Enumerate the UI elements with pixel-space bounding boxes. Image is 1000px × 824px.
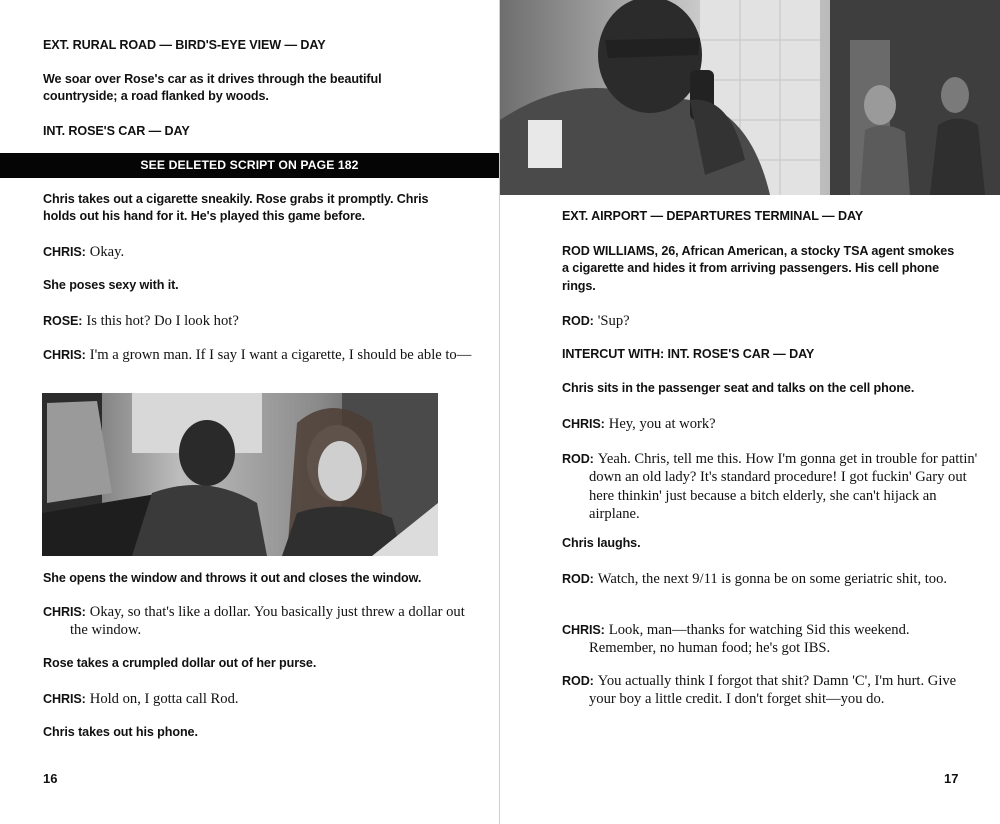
- speaker-name: CHRIS:: [43, 605, 86, 619]
- action-line: Chris laughs.: [562, 536, 641, 550]
- action-line: We soar over Rose's car as it drives through the beautiful countryside; a road flanked by woods.: [43, 72, 382, 104]
- speaker-name: ROD:: [562, 452, 594, 466]
- scene-heading-airport: EXT. AIRPORT — DEPARTURES TERMINAL — DAY: [562, 209, 864, 223]
- action-line: Chris takes out a cigarette sneakily. Rose grabs it promptly. Chris holds out his hand for it. He's played this game before.: [43, 192, 429, 224]
- deleted-script-banner: SEE DELETED SCRIPT ON PAGE 182: [0, 153, 499, 178]
- dialogue-block: [562, 312, 999, 330]
- speaker-name: ROD:: [562, 674, 594, 688]
- dialogue-block: [43, 690, 480, 708]
- speaker-name: CHRIS:: [43, 348, 86, 362]
- dialogue-text: Yeah. Chris, tell me this. How I'm gonna get in trouble for pattin' down an old lady? It's standard procedure! I got fuckin' Gary out here thinkin' just because a bitch elderly, she can't hijack an airplane.: [589, 451, 978, 522]
- action-line: ROD WILLIAMS, 26, African American, a stocky TSA agent smokes a cigarette and hides it from arriving passengers. His cell phone rings.: [562, 244, 955, 293]
- dialogue-block: [562, 415, 999, 433]
- dialogue-text: I'm a grown man. If I say I want a cigarette, I should be able to—: [89, 347, 472, 363]
- dialogue-text: Look, man—thanks for watching Sid this weekend. Remember, no human food; he's got IBS.: [589, 622, 910, 657]
- action-line: She opens the window and throws it out and closes the window.: [43, 571, 422, 585]
- dialogue-block: [562, 450, 981, 523]
- action-line: Chris sits in the passenger seat and talks on the cell phone.: [562, 381, 915, 395]
- speaker-name: CHRIS:: [43, 245, 86, 259]
- page-number-right: 17: [944, 771, 959, 786]
- dialogue-text: Okay, so that's like a dollar. You basically just threw a dollar out the window.: [70, 604, 465, 639]
- dialogue-text: 'Sup?: [597, 313, 630, 329]
- scene-heading-rural-road: EXT. RURAL ROAD — BIRD'S-EYE VIEW — DAY: [43, 38, 326, 52]
- page-number-left: 16: [43, 771, 58, 786]
- speaker-name: ROD:: [562, 572, 594, 586]
- speaker-name: CHRIS:: [562, 623, 605, 637]
- dialogue-block: [43, 346, 472, 364]
- dialogue-block: [43, 243, 480, 261]
- dialogue-text: Is this hot? Do I look hot?: [86, 313, 239, 329]
- speaker-name: CHRIS:: [562, 417, 605, 431]
- photo-tsa-agent-on-phone: [500, 0, 1000, 195]
- dialogue-block: [562, 621, 974, 658]
- action-line: Chris takes out his phone.: [43, 725, 198, 739]
- speaker-name: ROSE:: [43, 314, 83, 328]
- dialogue-block: [43, 603, 472, 640]
- dialogue-text: Watch, the next 9/11 is gonna be on some geriatric shit, too.: [597, 571, 948, 587]
- speaker-name: ROD:: [562, 314, 594, 328]
- right-page: [500, 0, 1000, 824]
- action-line: Rose takes a crumpled dollar out of her purse.: [43, 656, 317, 670]
- photo-chris-and-rose-in-car: [42, 393, 438, 556]
- dialogue-text: Hey, you at work?: [608, 416, 716, 432]
- left-page: [0, 0, 499, 824]
- dialogue-block: [562, 570, 964, 588]
- scene-heading-roses-car: INT. ROSE'S CAR — DAY: [43, 124, 190, 138]
- dialogue-block: [562, 672, 984, 709]
- dialogue-text: Hold on, I gotta call Rod.: [89, 691, 239, 707]
- scene-heading-intercut: INTERCUT WITH: INT. ROSE'S CAR — DAY: [562, 347, 815, 361]
- dialogue-block: [43, 312, 480, 330]
- dialogue-text: Okay.: [89, 244, 125, 260]
- action-line: She poses sexy with it.: [43, 278, 179, 292]
- speaker-name: CHRIS:: [43, 692, 86, 706]
- dialogue-text: You actually think I forgot that shit? Damn 'C', I'm hurt. Give your boy a little credit. I don't forget shit—you do.: [589, 673, 957, 708]
